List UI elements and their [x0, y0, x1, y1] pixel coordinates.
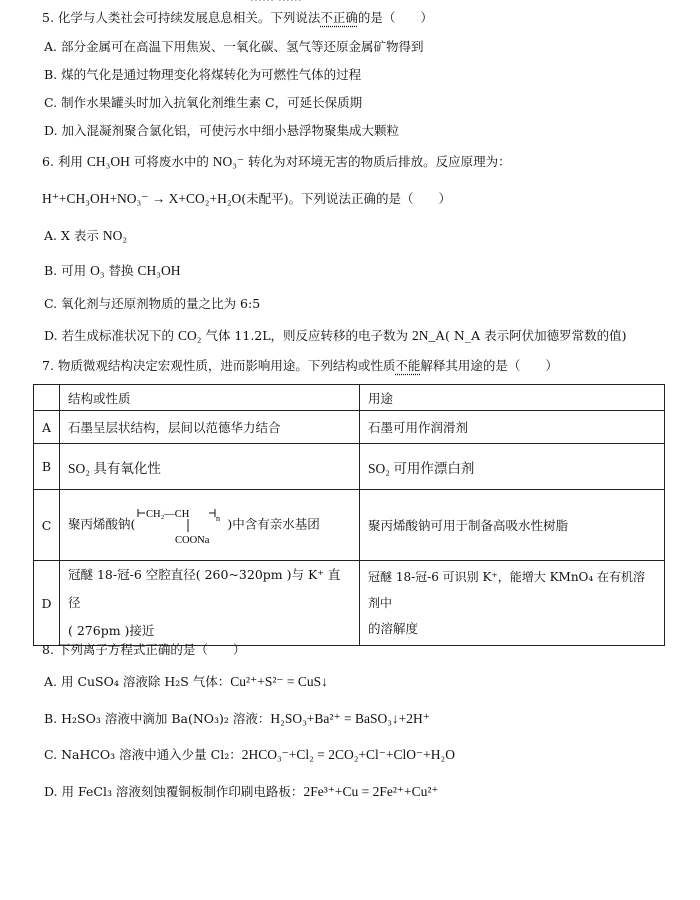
q6-option-c: C. 氧化剂与还原剂物质的量之比为 6:5	[44, 296, 261, 311]
row-use: 聚丙烯酸钠可用于制备高吸水性树脂	[360, 490, 665, 561]
row-use: SO₂ 可用作漂白剂	[360, 444, 665, 490]
q6-no3: NO₃⁻	[212, 154, 245, 169]
table-row	[34, 411, 665, 444]
table-header-row	[34, 385, 665, 411]
q5-emphasis: 不正确	[320, 10, 358, 25]
q8-option-b: B. H₂SO₃ 溶液中滴加 Ba(NO₃)₂ 溶液：H₂SO₃+Ba²⁺ = BaSO₃↓+2H⁺	[44, 711, 430, 726]
row-structure: 石墨呈层状结构，层间以范德华力结合	[60, 411, 360, 444]
q8-option-c: C. NaHCO₃ 溶液中通入少量 Cl₂：2HCO₃⁻+Cl₂ = 2CO₂+Cl⁻+ClO⁻+H₂O	[44, 747, 455, 762]
q5-option-c: C. 制作水果罐头时加入抗氧化剂维生素 C，可延长保质期	[44, 95, 363, 110]
q5-stem: 5. 化学与人类社会可持续发展息息相关。下列说法不正确的是（ ）	[42, 10, 433, 25]
q5-option-b: B. 煤的气化是通过物理变化将煤转化为可燃性气体的过程	[44, 67, 362, 82]
header-structure: 结构或性质	[60, 385, 360, 411]
header-use: 用途	[360, 385, 665, 411]
row-structure: 冠醚 18-冠-6 空腔直径( 260~320pm )与 K⁺ 直径 ( 276pm )接近	[60, 561, 360, 646]
q6-option-d: D. 若生成标准状况下的 CO₂ 气体 11.2L，则反应转移的电子数为 2N_A( N_A 表示阿伏加德罗常数的值)	[44, 328, 627, 343]
q7-table	[33, 384, 665, 646]
table-row	[34, 444, 665, 490]
q8-stem: 8. 下列离子方程式正确的是（ ）	[42, 642, 246, 657]
row-use: 冠醚 18-冠-6 可识别 K⁺，能增大 KMnO₄ 在有机溶剂中 的溶解度	[360, 561, 665, 646]
q6-option-a: A. X 表示 NO₂	[44, 228, 128, 243]
q6-equation-note: (未配平)。下列说法正确的是（ ）	[241, 191, 452, 206]
q6-equation-line	[42, 190, 451, 208]
table-row	[34, 561, 665, 646]
row-label: B	[34, 444, 60, 490]
q7-stem: 7. 物质微观结构决定宏观性质，进而影响用途。下列结构或性质不能解释其用途的是（ ）	[42, 358, 558, 373]
q8-option-d: D. 用 FeCl₃ 溶液刻蚀覆铜板制作印刷电路板：2Fe³⁺+Cu = 2Fe²⁺+Cu²⁺	[44, 784, 439, 799]
row-structure: 聚丙烯酸钠( CH₂—CH n COONa )中含有亲水基团	[60, 490, 360, 561]
table-row	[34, 490, 665, 561]
q6-option-b: B. 可用 O₃ 替换 CH₃OH	[44, 263, 181, 278]
row-structure: SO₂ 具有氧化性	[60, 444, 360, 490]
q6-equation: H⁺+CH₃OH+NO₃⁻ → X+CO₂+H₂O	[42, 191, 242, 206]
poly-subscript: n	[216, 514, 221, 523]
q6-ch3oh: CH₃OH	[86, 154, 130, 169]
row-label: D	[34, 561, 60, 646]
row-label: A	[34, 411, 60, 444]
row-use: 石墨可用作润滑剂	[360, 411, 665, 444]
q8-option-a: A. 用 CuSO₄ 溶液除 H₂S 气体：Cu²⁺+S²⁻ = CuS↓	[44, 674, 328, 689]
row-label: C	[34, 490, 60, 561]
q7-emphasis: 不能	[395, 358, 421, 373]
poly-group: COONa	[175, 535, 210, 546]
polyacrylate-structure	[135, 503, 227, 547]
poly-backbone: CH₂—CH	[146, 509, 190, 520]
q5-option-d: D. 加入混凝剂聚合氯化铝，可使污水中细小悬浮物聚集成大颗粒	[44, 123, 400, 138]
cropped-header-text	[250, 0, 430, 1]
q5-option-a: A. 部分金属可在高温下用焦炭、一氧化碳、氢气等还原金属矿物得到	[44, 39, 424, 54]
q6-stem: 6. 利用 CH₃OH 可将废水中的 NO₃⁻ 转化为对环境无害的物质后排放。反应原理为：	[42, 154, 511, 169]
